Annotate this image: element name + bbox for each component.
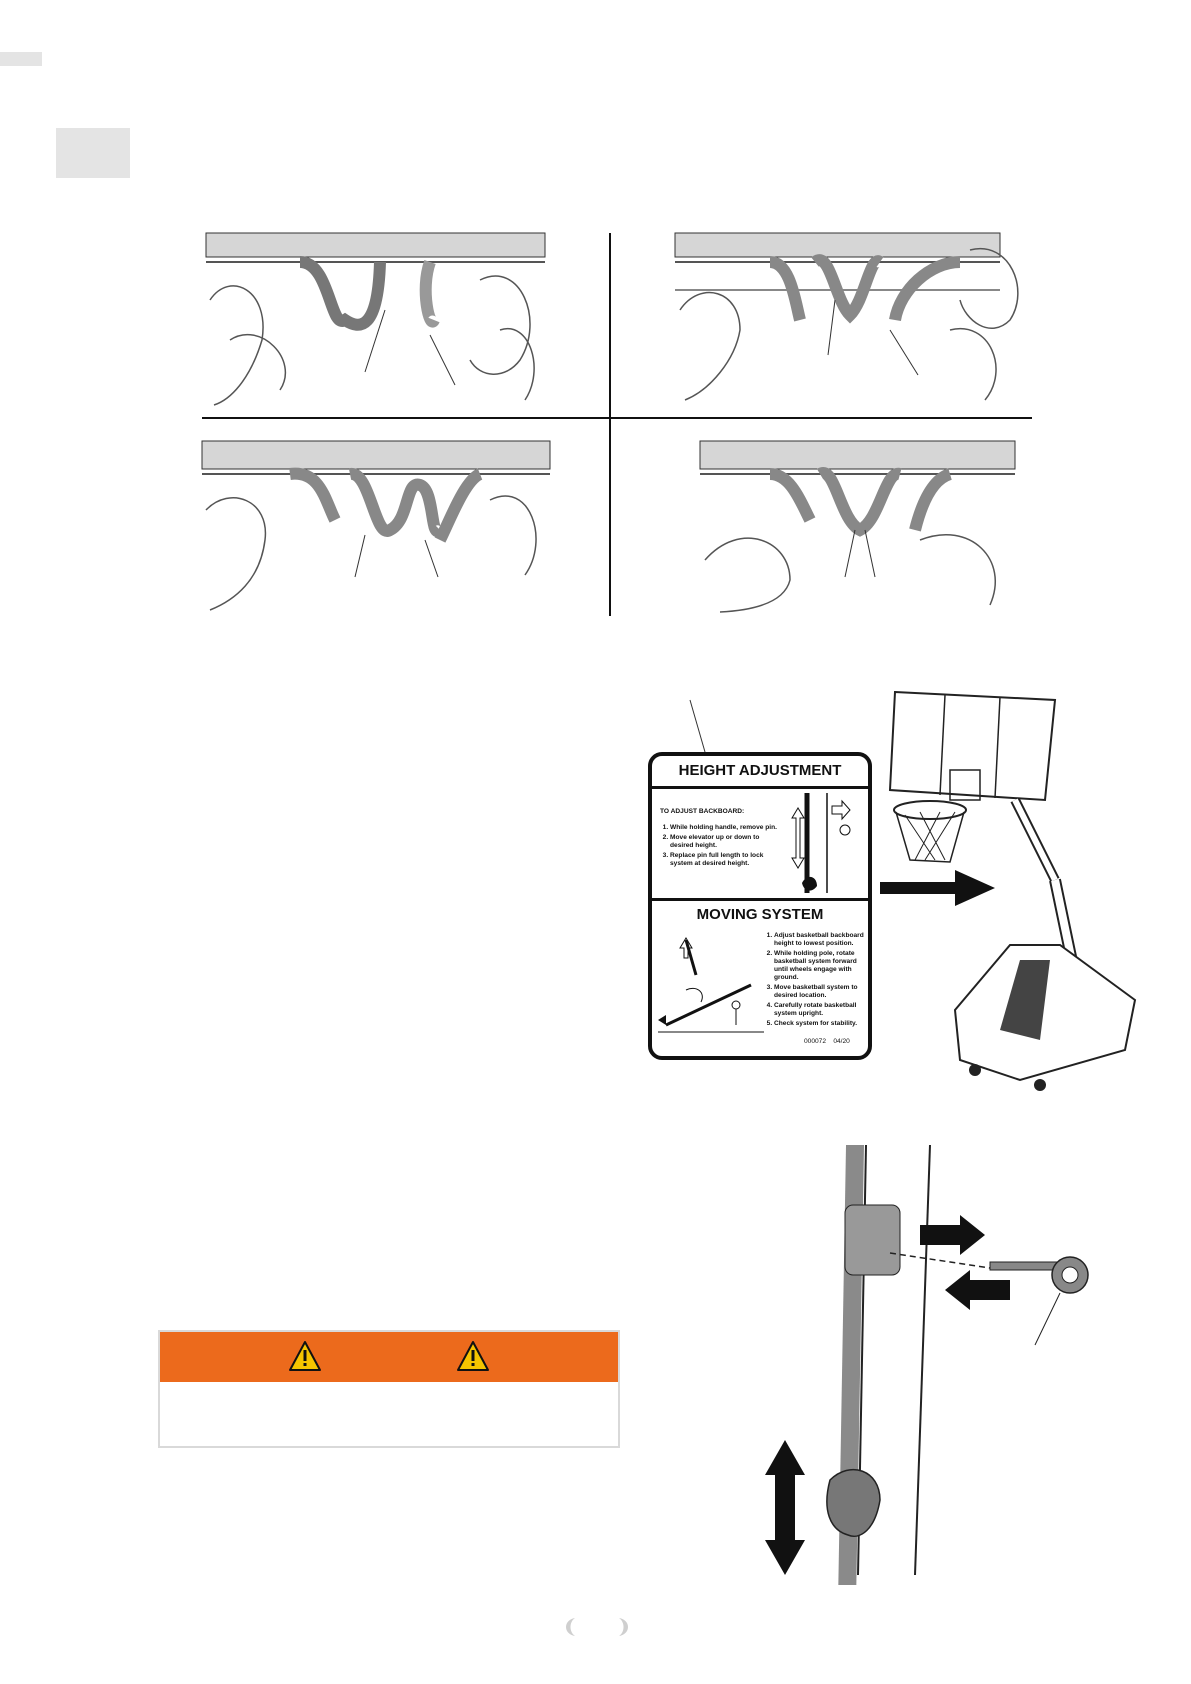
- warning-triangle-icon: [456, 1340, 490, 1372]
- net-step-4-illustration: [700, 441, 1015, 612]
- up-down-arrow-icon: [765, 1440, 805, 1575]
- label-moving-pictogram: [656, 930, 766, 1040]
- safety-label-card: [648, 752, 872, 1060]
- warning-box: [158, 1330, 620, 1448]
- right-arrow-icon: [880, 870, 995, 906]
- label-height-subtitle: TO ADJUST BACKBOARD:: [660, 808, 745, 815]
- label-title-moving: MOVING SYSTEM: [696, 906, 824, 923]
- moving-step: 1. Adjust basketball backboard height to lowest position.: [774, 932, 866, 948]
- net-step-2-illustration: [675, 233, 1018, 400]
- height-step: 3. Replace pin full length to lock system at desired height.: [670, 852, 780, 868]
- warning-triangle-icon: [288, 1340, 322, 1372]
- label-footer: [804, 1038, 850, 1046]
- net-step-3-illustration: [202, 441, 550, 610]
- label-moving-instructions: [764, 932, 866, 1030]
- arrow-out-icon: [920, 1215, 985, 1255]
- pole-adjustment-illustration: [765, 1145, 1088, 1585]
- label-title-height: HEIGHT ADJUSTMENT: [678, 762, 842, 779]
- arrow-in-icon: [945, 1270, 1010, 1310]
- moving-step: 4. Carefully rotate basketball system upright.: [774, 1002, 866, 1018]
- warning-header: [160, 1332, 618, 1382]
- net-step-1-illustration: [206, 233, 545, 405]
- moving-step: 3. Move basketball system to desired location.: [774, 984, 866, 1000]
- moving-step: 2. While holding pole, rotate basketball system forward until wheels engage with ground.: [774, 950, 866, 982]
- label-code: 000072: [804, 1038, 827, 1045]
- label-date: 04/20: [833, 1038, 850, 1045]
- label-pole-pictogram: [782, 788, 862, 898]
- warning-body: [160, 1382, 618, 1402]
- height-step: 2. Move elevator up or down to desired height.: [670, 834, 780, 850]
- label-height-instructions: [660, 808, 780, 870]
- height-step: 1. While holding handle, remove pin.: [670, 824, 780, 832]
- page-number-ornament: [557, 1616, 637, 1638]
- moving-step: 5. Check system for stability.: [774, 1020, 866, 1028]
